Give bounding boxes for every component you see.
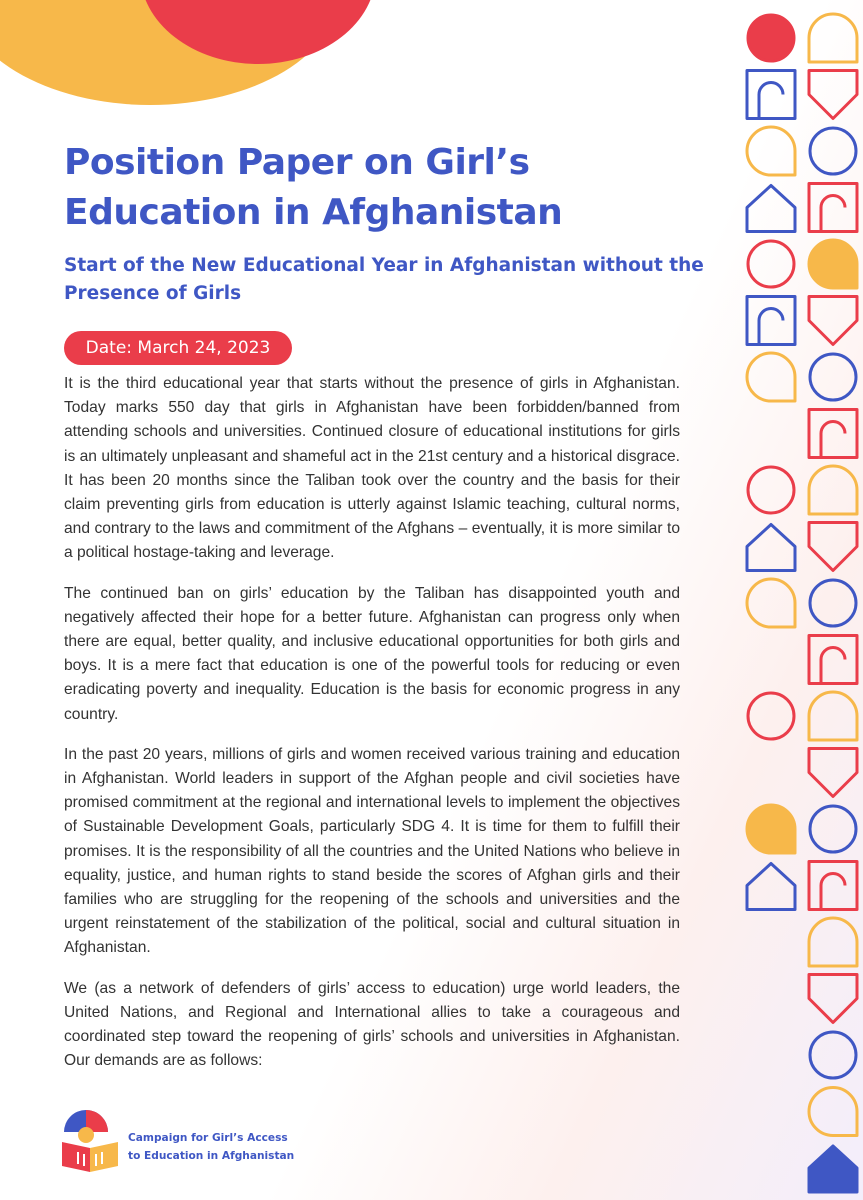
sq-shape: [809, 862, 857, 910]
drop-shape: [747, 805, 795, 853]
heart-shape: [809, 523, 857, 571]
circle-shape: [748, 693, 794, 739]
paragraph-3: In the past 20 years, millions of girls and women received various training and education in Afghanistan. World leaders in support of the Afghan people and civil societies have promised commitment at the regional and international levels to implement the objectives of Sustainable Development Goals, particularly SDG 4. It is time for them to fulfill their promises. It is the responsibility of all the countries and the United Nations who believe in equality, justice, and human rights to stand beside the scores of Afghan girls and their families who are struggling for the reopening of the schools and universities and the urgent reinstatement of the stabilization of the political, social and cultural situation in Afghanistan.: [64, 745, 680, 957]
top-decorative-shapes: [0, 0, 380, 140]
house-shape: [809, 1146, 857, 1192]
house-shape: [747, 186, 795, 232]
circle-shape: [810, 354, 856, 400]
organization-name: [128, 1129, 328, 1165]
circle-shape: [810, 580, 856, 626]
sq-shape: [747, 71, 795, 119]
circle-shape: [810, 806, 856, 852]
paragraph-4: We (as a network of defenders of girls’ access to education) urge world leaders, the United Nations, and Regional and International allies to take a courageous and coordinated step toward the reopening of girls’ schools and universities in Afghanistan. Our demands are as follows:: [64, 979, 680, 1070]
paragraph-2: The continued ban on girls’ education by the Taliban has disappointed youth and negatively affected their hope for a better future. Afghanistan can progress only when there are equal, better quality, and inclusive educational opportunities for both girls and boys. It is a mere fact that education is one of the powerful tools for reducing or even eradicating poverty and inequality. Education is the basis for economic progress in any country.: [64, 584, 680, 723]
organization-name-line-2: to Education in Afghanistan: [128, 1150, 295, 1162]
drop-shape: [747, 127, 795, 175]
page-title: Position Paper on Girl’s Education in Afghanistan: [64, 142, 563, 233]
arch-shape: [809, 14, 857, 62]
arch-shape: [809, 918, 857, 966]
page-subtitle: Start of the New Educational Year in Afghanistan without the Presence of Girls: [64, 255, 704, 304]
heart-shape: [809, 975, 857, 1023]
house-shape: [747, 864, 795, 910]
house-shape: [747, 525, 795, 571]
circle-shape: [810, 128, 856, 174]
arch-shape: [809, 692, 857, 740]
arch-shape: [809, 466, 857, 514]
body-text: [64, 372, 680, 1089]
sq-shape: [809, 636, 857, 684]
circle-shape: [810, 1032, 856, 1078]
sq-shape: [747, 297, 795, 345]
drop-shape: [747, 579, 795, 627]
heart-shape: [809, 749, 857, 797]
heart-shape: [809, 71, 857, 119]
organization-name-line-1: Campaign for Girl’s Access: [128, 1132, 288, 1144]
paragraph-1: It is the third educational year that starts without the presence of girls in Afghanistan. Today marks 550 day that girls in Afghanistan have been forbidden/banned from attending schools and universities. Continued closure of educational institutions for girls is an ultimately unpleasant and shameful act in the 21st century and a historical disgrace. It has been 20 months since the Taliban took over the country and the basis for their claim preventing girls from education is utterly against Islamic teaching, cultural norms, and contrary to the laws and commitment of the Afghans – eventually, it is more similar to a political hostage-taking and leverage.: [64, 375, 680, 562]
date-badge: Date: March 24, 2023: [64, 331, 292, 365]
circle-shape: [748, 241, 794, 287]
book-reader-icon: [62, 1108, 122, 1174]
heart-shape: [809, 297, 857, 345]
sq-shape: [809, 410, 857, 458]
sq-shape: [809, 184, 857, 232]
drop-shape: [747, 353, 795, 401]
drop-shape: [809, 240, 857, 288]
circle-shape: [748, 467, 794, 513]
circle-shape: [748, 15, 794, 61]
drop-shape: [809, 1088, 857, 1136]
